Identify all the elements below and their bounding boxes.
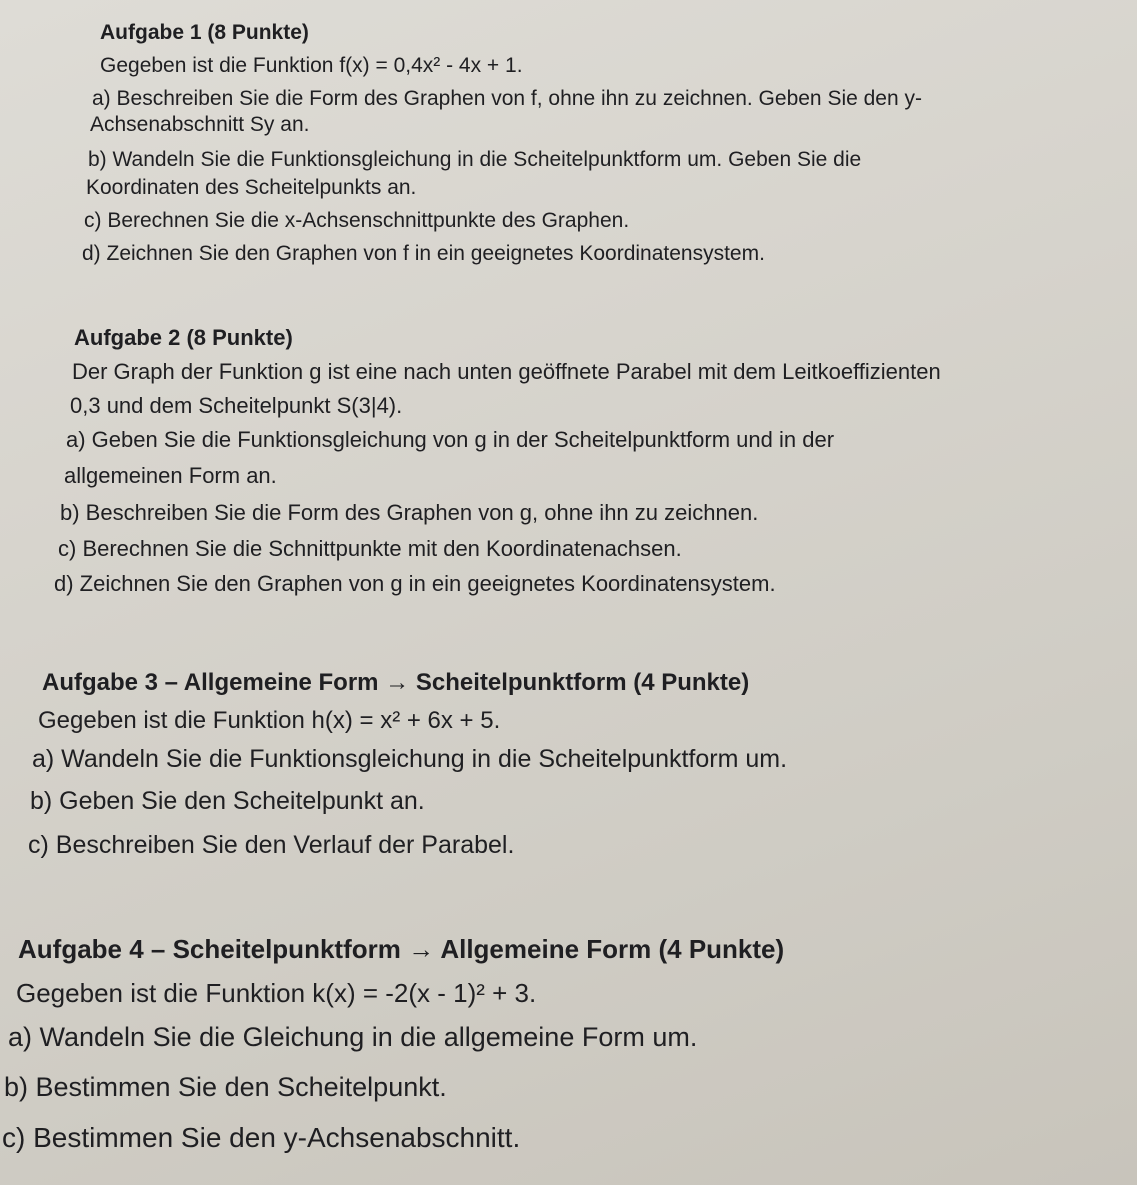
task-3-part-b: b) Geben Sie den Scheitelpunkt an.	[30, 787, 425, 815]
task-2-part-a: a) Geben Sie die Funktionsgleichung von g in der Scheitelpunktform und in der	[66, 427, 835, 452]
task-2-part-b: b) Beschreiben Sie die Form des Graphen von g, ohne ihn zu zeichnen.	[60, 500, 759, 525]
task-3-title: Aufgabe 3 – Allgemeine Form → Scheitelpunktform (4 Punkte)	[42, 669, 750, 696]
task-4-function: Gegeben ist die Funktion k(x) = -2(x - 1)² + 3.	[16, 978, 537, 1008]
task-4-part-c: c) Bestimmen Sie den y-Achsenabschnitt.	[2, 1122, 521, 1153]
task-1-function: Gegeben ist die Funktion f(x) = 0,4x² - 4x + 1.	[100, 54, 523, 77]
task-2-part-c: c) Berechnen Sie die Schnittpunkte mit den Koordinatenachsen.	[58, 536, 682, 561]
task-1-part-c: c) Berechnen Sie die x-Achsenschnittpunkte des Graphen.	[84, 209, 630, 232]
task-2-description-cont: 0,3 und dem Scheitelpunkt S(3|4).	[70, 393, 403, 418]
task-1-part-d: d) Zeichnen Sie den Graphen von f in ein geeignetes Koordinatensystem.	[82, 242, 765, 265]
task-4-title: Aufgabe 4 – Scheitelpunktform → Allgemeine Form (4 Punkte)	[18, 934, 785, 964]
task-4-part-b: b) Bestimmen Sie den Scheitelpunkt.	[4, 1072, 447, 1102]
task-1-part-a: a) Beschreiben Sie die Form des Graphen von f, ohne ihn zu zeichnen. Geben Sie den y-	[92, 87, 922, 110]
task-1-title: Aufgabe 1 (8 Punkte)	[100, 21, 309, 44]
task-3-function: Gegeben ist die Funktion h(x) = x² + 6x + 5.	[38, 707, 501, 734]
task-2-part-d: d) Zeichnen Sie den Graphen von g in ein geeignetes Koordinatensystem.	[54, 571, 776, 596]
task-2-description: Der Graph der Funktion g ist eine nach unten geöffnete Parabel mit dem Leitkoeffizienten	[72, 359, 941, 384]
task-3-part-a: a) Wandeln Sie die Funktionsgleichung in die Scheitelpunktform um.	[32, 745, 788, 773]
task-1-part-b-cont: Koordinaten des Scheitelpunkts an.	[86, 176, 417, 199]
task-1-part-b: b) Wandeln Sie die Funktionsgleichung in die Scheitelpunktform um. Geben Sie die	[88, 148, 862, 171]
task-1-part-a-cont: Achsenabschnitt Sy an.	[90, 113, 310, 136]
task-2-part-a-cont: allgemeinen Form an.	[64, 463, 277, 488]
task-3-part-c: c) Beschreiben Sie den Verlauf der Parabel.	[28, 831, 515, 859]
task-2-title: Aufgabe 2 (8 Punkte)	[74, 325, 293, 350]
task-4-part-a: a) Wandeln Sie die Gleichung in die allgemeine Form um.	[8, 1022, 698, 1052]
